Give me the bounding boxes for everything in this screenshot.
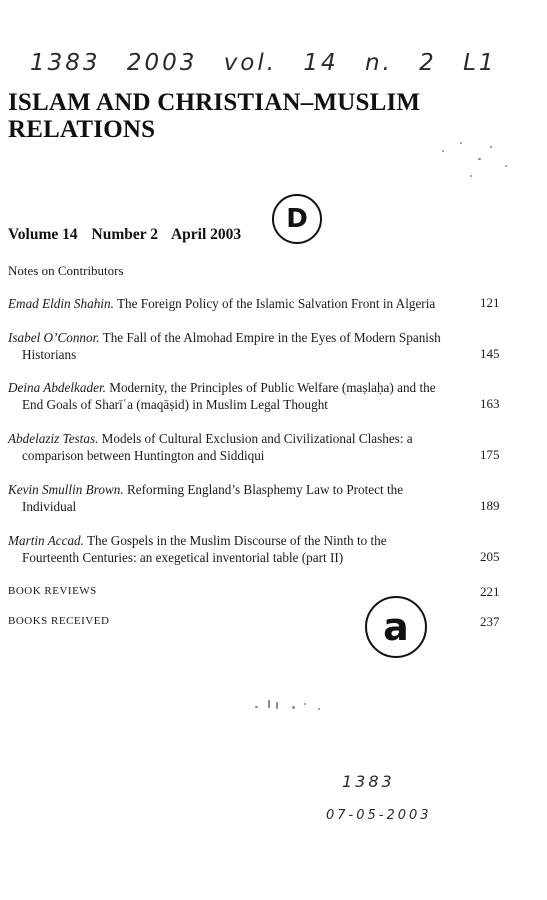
handwritten-accession-number: 1383 — [342, 772, 395, 791]
entry-page-3: 163 — [480, 396, 500, 411]
journal-title-line1: ISLAM AND CHRISTIAN–MUSLIM — [8, 89, 421, 116]
entry-page-2: 145 — [480, 346, 500, 361]
contents-entry-1 — [8, 295, 458, 312]
handwritten-catalog-note: 1383 2003 vol. 14 n. 2 L1 — [30, 50, 497, 76]
entry-title-cont: Fourteenth Centuries: an exegetical inventorial table (part II) — [22, 550, 344, 565]
entry-page-6: 205 — [480, 549, 500, 564]
entry-title-cont: Individual — [22, 499, 77, 514]
notes-on-contributors: Notes on Contributors — [8, 263, 124, 278]
journal-title — [8, 89, 420, 143]
contents-entry-2 — [8, 329, 458, 363]
entry-author: Emad Eldin Shahin. — [8, 296, 114, 311]
entry-title: Models of Cultural Exclusion and Civilizational Clashes: a — [101, 431, 413, 446]
issue-number: Number 2 — [91, 226, 158, 243]
entry-title-cont: Historians — [22, 347, 77, 362]
entry-title: Reforming England’s Blasphemy Law to Protect the — [126, 482, 404, 497]
contents-entry-6 — [8, 532, 458, 566]
books-received-heading: BOOKS RECEIVED — [8, 615, 110, 627]
contents-entry-5 — [8, 481, 458, 515]
issue-volume: Volume 14 — [8, 226, 78, 243]
issue-info — [8, 226, 251, 244]
entry-author: Kevin Smullin Brown. — [8, 482, 124, 497]
library-stamp-a-icon: a — [365, 596, 427, 658]
library-stamp-d-icon: D — [272, 194, 322, 244]
entry-page-4: 175 — [480, 447, 500, 462]
entry-author: Deina Abdelkader. — [8, 380, 106, 395]
entry-title: Modernity, the Principles of Public Welfare (maṣlaḥa) and the — [109, 380, 436, 395]
entry-page-5: 189 — [480, 498, 500, 513]
book-reviews-heading: BOOK REVIEWS — [8, 585, 97, 597]
handwritten-accession-date: 07-05-2003 — [326, 808, 432, 823]
entry-title-cont: End Goals of Sharīʿa (maqāṣid) in Muslim Legal Thought — [22, 397, 328, 412]
entry-author: Isabel O’Connor. — [8, 330, 100, 345]
book-reviews-page: 221 — [480, 584, 500, 599]
books-received-page: 237 — [480, 614, 500, 629]
entry-title: The Foreign Policy of the Islamic Salvation Front in Algeria — [116, 296, 436, 311]
journal-title-line2: RELATIONS — [8, 116, 156, 143]
issue-date: April 2003 — [170, 226, 242, 243]
entry-author: Martin Accad. — [8, 533, 84, 548]
entry-title-cont: comparison between Huntington and Siddiqui — [22, 448, 265, 463]
entry-title: The Fall of the Almohad Empire in the Eyes of Modern Spanish — [102, 330, 441, 345]
contents-entry-3 — [8, 379, 458, 413]
entry-title: The Gospels in the Muslim Discourse of the Ninth to the — [87, 533, 387, 548]
entry-author: Abdelaziz Testas. — [8, 431, 99, 446]
entry-page-1: 121 — [480, 295, 500, 310]
contents-entry-4 — [8, 430, 458, 464]
